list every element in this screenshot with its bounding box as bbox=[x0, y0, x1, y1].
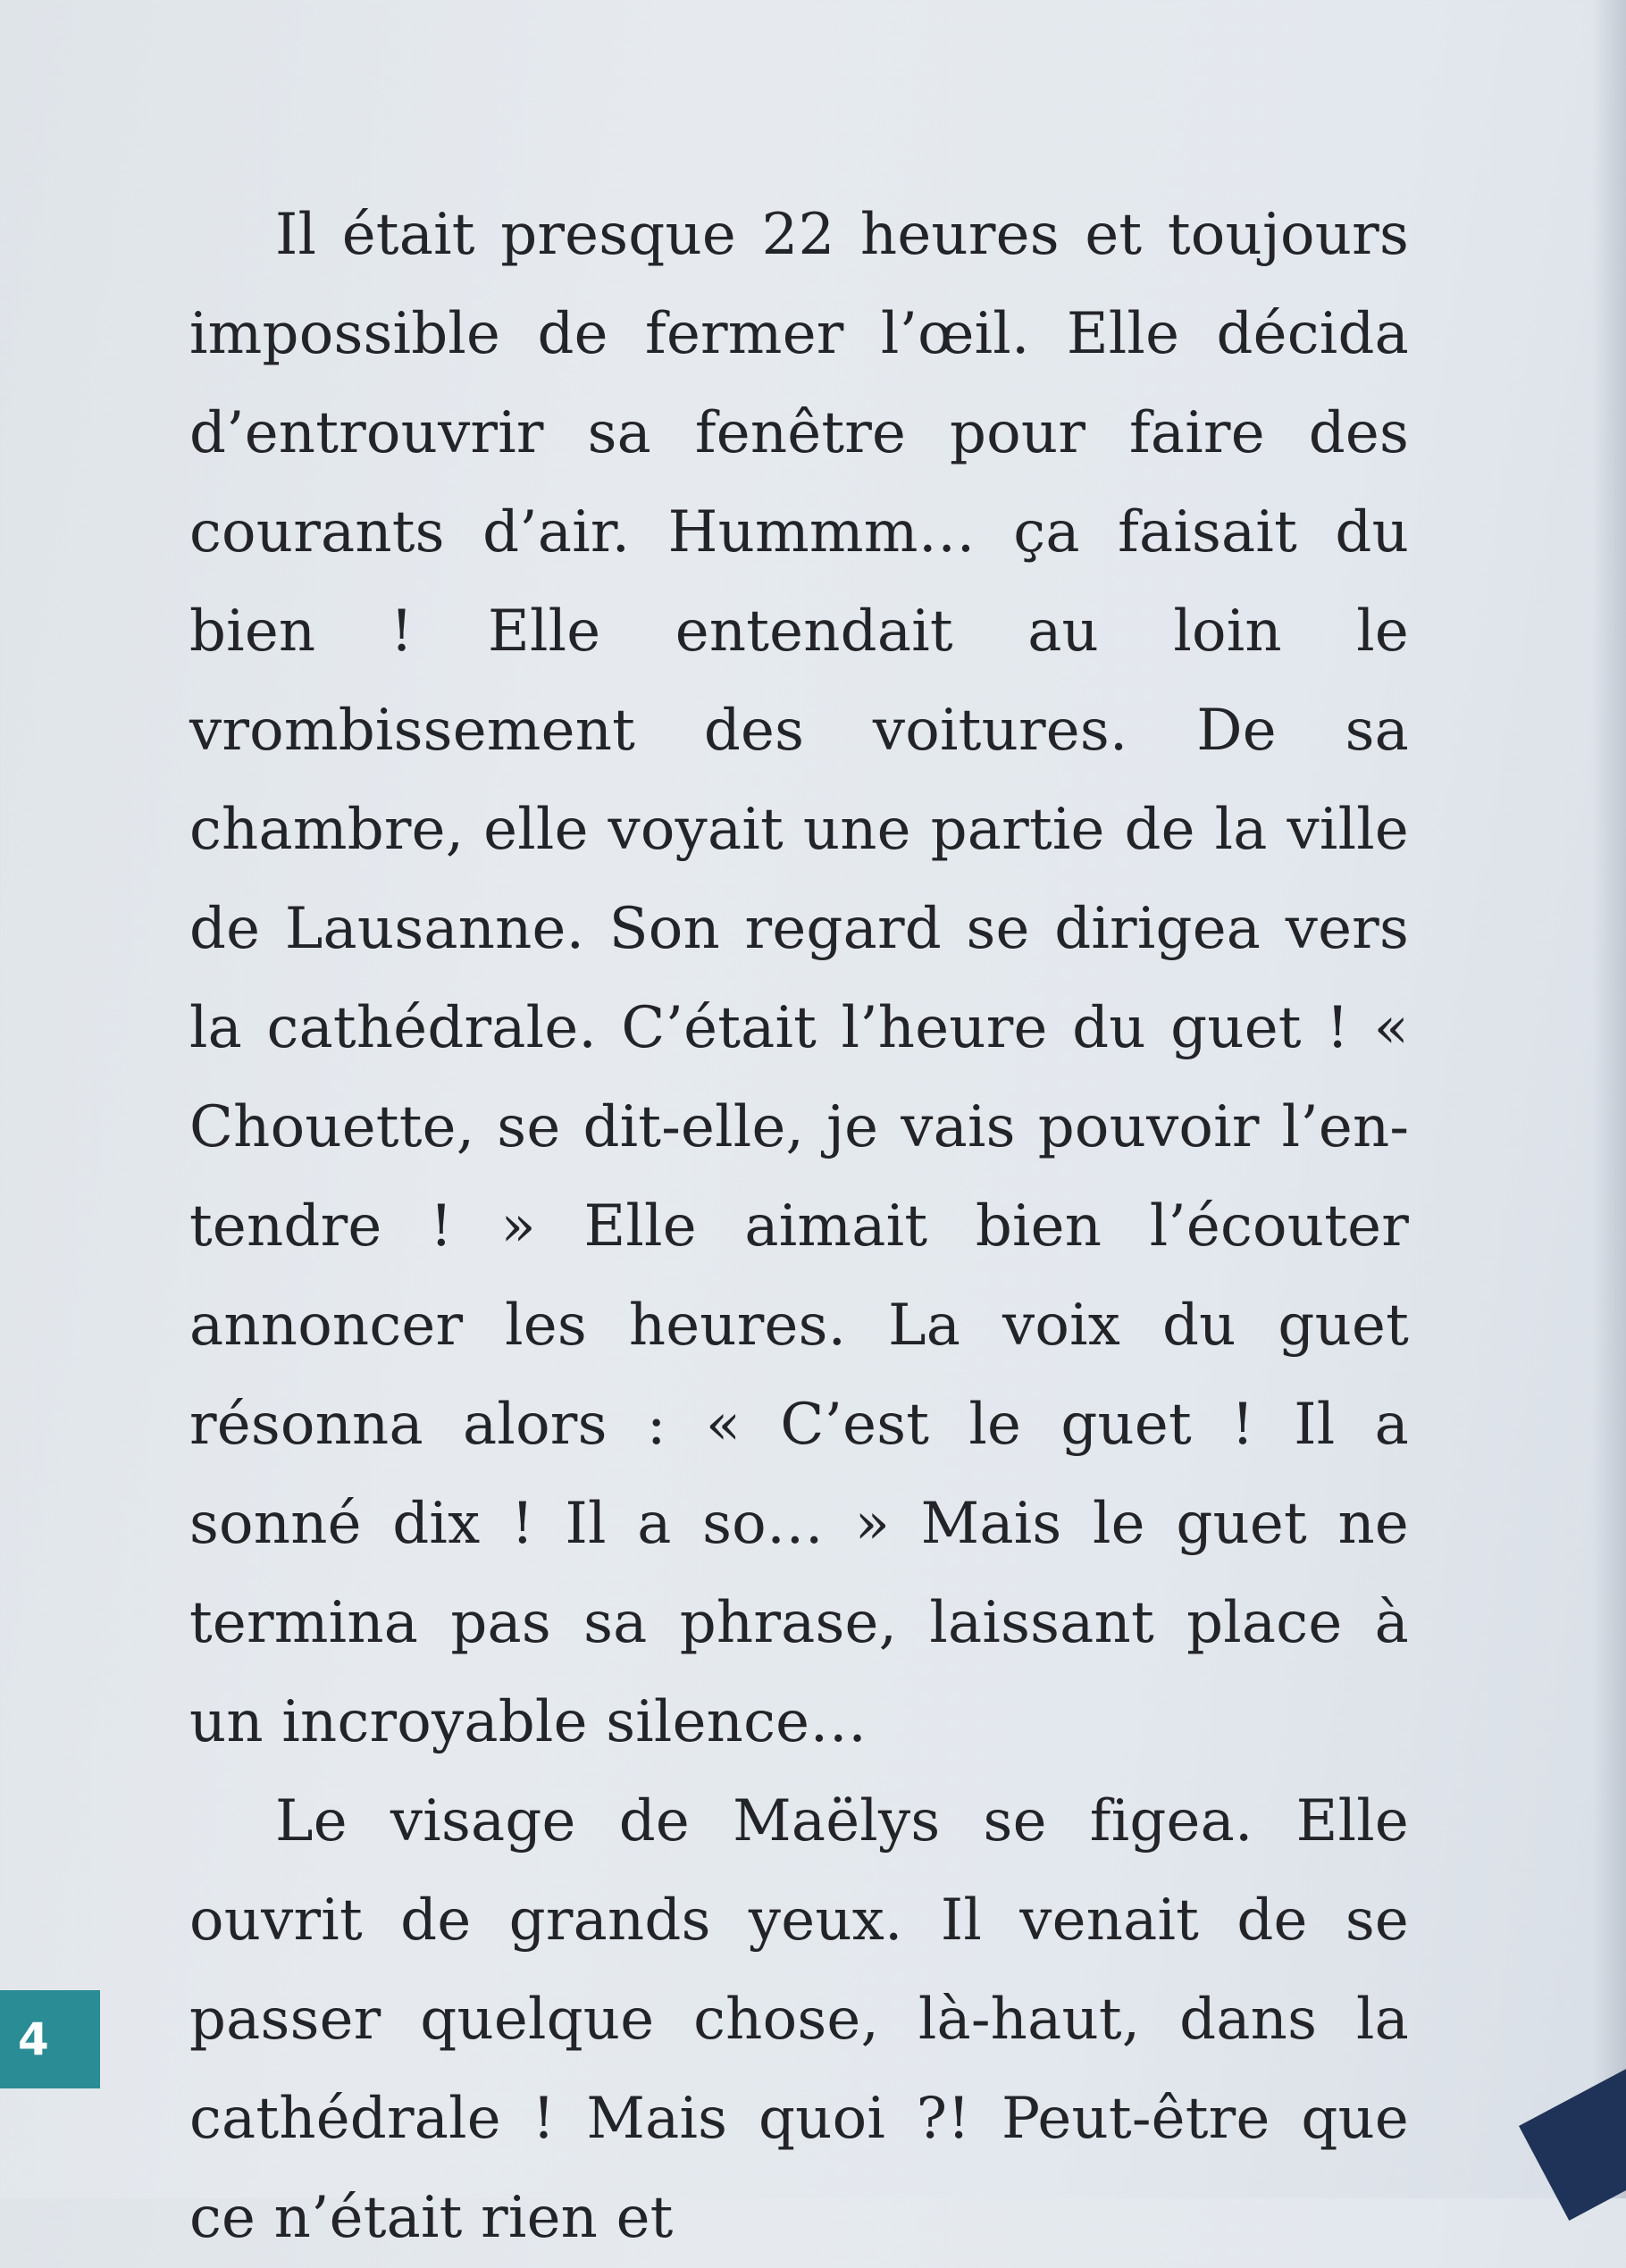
page-number: 4 bbox=[18, 2013, 49, 2065]
page-number-tab bbox=[0, 1990, 100, 2088]
book-cover-edge bbox=[1519, 2059, 1626, 2221]
paragraph-1: Il était presque 22 heures et toujours impossible de fermer l’œil. Elle décida d’entrouvrir sa fenêtre pour faire des courants d’air. Hummm… ça faisait du bien ! Elle entendait au loin le vrombissement des voitures. De sa chambre, elle voyait une partie de la ville de Lausanne. Son regard se dirigea vers la cathédrale. C’était l’heure du guet ! « Chouette, se dit-elle, je vais pouvoir l’entendre ! » Elle aimait bien l’écouter annoncer les heures. La voix du guet résonna alors : « C’est le guet ! Il a sonné dix ! Il a so… » Mais le guet ne termina pas sa phrase, laissant place à un incroyable silence… bbox=[189, 202, 1409, 1755]
body-text bbox=[189, 186, 1409, 2268]
paragraph-2: Le visage de Maëlys se figea. Elle ouvrit de grands yeux. Il venait de se passer quelque chose, là-haut, dans la cathédrale ! Mais quoi ?! Peut-être que ce n’était rien et bbox=[189, 1788, 1409, 2251]
page-shadow bbox=[1592, 0, 1626, 2198]
